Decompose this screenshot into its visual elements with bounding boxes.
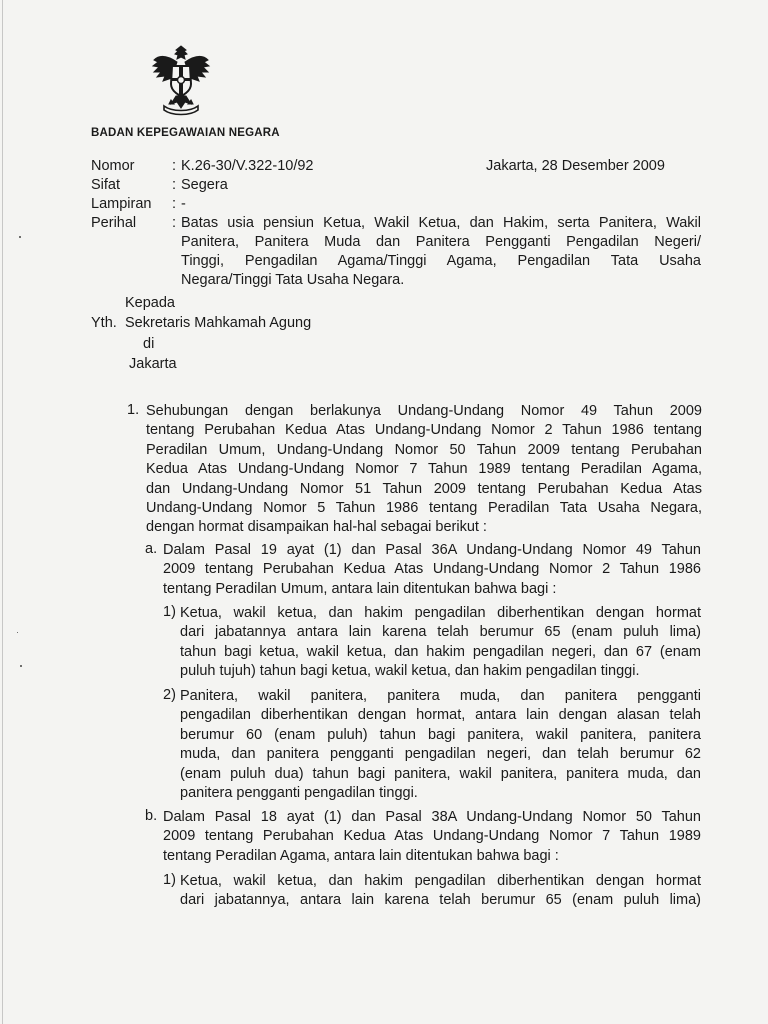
colon: : — [172, 215, 177, 231]
item-letter: b. — [145, 808, 158, 824]
colon: : — [172, 177, 177, 193]
text-line: tahun bagi ketua, wakil ketua, dan hakim pengadilan negeri, dan 67 (enam — [180, 643, 701, 660]
perihal-line: Negara/Tinggi Tata Usaha Negara. — [181, 272, 405, 288]
garuda-emblem-icon — [150, 44, 212, 118]
text-line: Kedua Atas Undang-Undang Nomor 7 Tahun 1989 tentang Peradilan Agama, — [146, 461, 702, 478]
organization-name: BADAN KEPEGAWAIAN NEGARA — [91, 127, 280, 139]
subitem-number: 2) — [163, 687, 176, 703]
text-line: tentang Peradilan Umum, antara lain ditentukan bahwa bagi : — [163, 580, 557, 597]
text-line: dari jabatannya, antara lain karena telah berumur 65 (enam puluh lima) — [180, 892, 701, 909]
letter-date: Jakarta, 28 Desember 2009 — [486, 158, 665, 174]
item-b-1 — [180, 872, 701, 911]
text-line: Dalam Pasal 18 ayat (1) dan Pasal 38A Undang-Undang Nomor 50 Tahun — [163, 809, 701, 825]
di-label: di — [143, 336, 155, 352]
subitem-number: 1) — [163, 872, 176, 888]
text-line: 2009 tentang Perubahan Kedua Atas Undang-Undang Nomor 2 Tahun 1986 — [163, 561, 701, 578]
text-line: puluh tujuh) tahun bagi ketua, wakil ketua, dan hakim pengadilan tinggi. — [180, 663, 640, 680]
sifat-value: Segera — [181, 177, 228, 193]
text-line: tentang Perubahan Kedua Atas Undang-Undang Nomor 2 Tahun 1986 tentang — [146, 422, 702, 439]
perihal-label: Perihal — [91, 215, 137, 231]
scan-speck — [20, 665, 22, 667]
scan-speck — [19, 236, 21, 238]
yth-label: Yth. — [91, 315, 117, 331]
text-line: (enam puluh dua) tahun bagi panitera, wakil panitera, panitera muda, dan — [180, 765, 701, 782]
text-line: Sehubungan dengan berlakunya Undang-Undang Nomor 49 Tahun 2009 — [146, 403, 702, 419]
nomor-value: K.26-30/V.322-10/92 — [181, 158, 314, 174]
subitem-number: 1) — [163, 604, 176, 620]
perihal-line: Batas usia pensiun Ketua, Wakil Ketua, dan Hakim, serta Panitera, Wakil — [181, 215, 701, 231]
recipient: Sekretaris Mahkamah Agung — [125, 315, 312, 331]
text-line: Undang-Undang Nomor 5 Tahun 1986 tentang Peradilan Tata Usaha Negara, — [146, 499, 702, 516]
text-line: pengadilan diberhentikan dengan hormat, antara lain dengan alasan telah — [180, 707, 701, 724]
colon: : — [172, 196, 177, 212]
perihal-line: Tinggi, Pengadilan Agama/Tinggi Agama, Pengadilan Tata Usaha — [181, 253, 701, 269]
item-a-1 — [180, 604, 701, 682]
sifat-label: Sifat — [91, 177, 121, 193]
perihal-line: Panitera, Panitera Muda dan Panitera Pengganti Pengadilan Negeri/ — [181, 234, 701, 250]
lampiran-value: - — [181, 196, 186, 212]
kepada-label: Kepada — [125, 295, 175, 311]
text-line: tentang Peradilan Agama, antara lain ditentukan bahwa bagi : — [163, 847, 559, 864]
lampiran-label: Lampiran — [91, 196, 152, 212]
paragraph-number: 1. — [127, 402, 140, 418]
text-line: Ketua, wakil ketua, dan hakim pengadilan diberhentikan dengan hormat — [180, 605, 701, 621]
nomor-label: Nomor — [91, 158, 135, 174]
text-line: muda, dan panitera pengganti pengadilan negeri, dan telah berumur 62 — [180, 746, 701, 763]
perihal-text — [181, 214, 701, 290]
item-b — [163, 808, 701, 866]
text-line: Dalam Pasal 19 ayat (1) dan Pasal 36A Undang-Undang Nomor 49 Tahun — [163, 542, 701, 558]
text-line: Peradilan Umum, Undang-Undang Nomor 50 Tahun 2009 tentang Perubahan — [146, 441, 702, 458]
text-line: dengan hormat disampaikan hal-hal sebagai berikut : — [146, 519, 487, 536]
text-line: Panitera, wakil panitera, panitera muda, dan panitera pengganti — [180, 688, 701, 704]
item-a — [163, 541, 701, 599]
text-line: panitera pengganti pengadilan tinggi. — [180, 784, 418, 801]
recipient-city: Jakarta — [129, 356, 177, 372]
text-line: dari jabatannya antara lain karena telah berumur 65 (enam puluh lima) — [180, 624, 701, 641]
text-line: Ketua, wakil ketua, dan hakim pengadilan diberhentikan dengan hormat — [180, 873, 701, 889]
scan-speck — [17, 632, 18, 633]
scan-edge — [2, 0, 3, 1024]
paragraph-1 — [146, 402, 702, 538]
item-letter: a. — [145, 541, 158, 557]
colon: : — [172, 158, 177, 174]
text-line: dan Undang-Undang Nomor 51 Tahun 2009 tentang Perubahan Kedua Atas — [146, 480, 702, 497]
text-line: 2009 tentang Perubahan Kedua Atas Undang-Undang Nomor 7 Tahun 1989 — [163, 828, 701, 845]
item-a-2 — [180, 687, 701, 803]
text-line: berumur 60 (enam puluh) tahun bagi panitera, wakil panitera, panitera — [180, 726, 701, 743]
